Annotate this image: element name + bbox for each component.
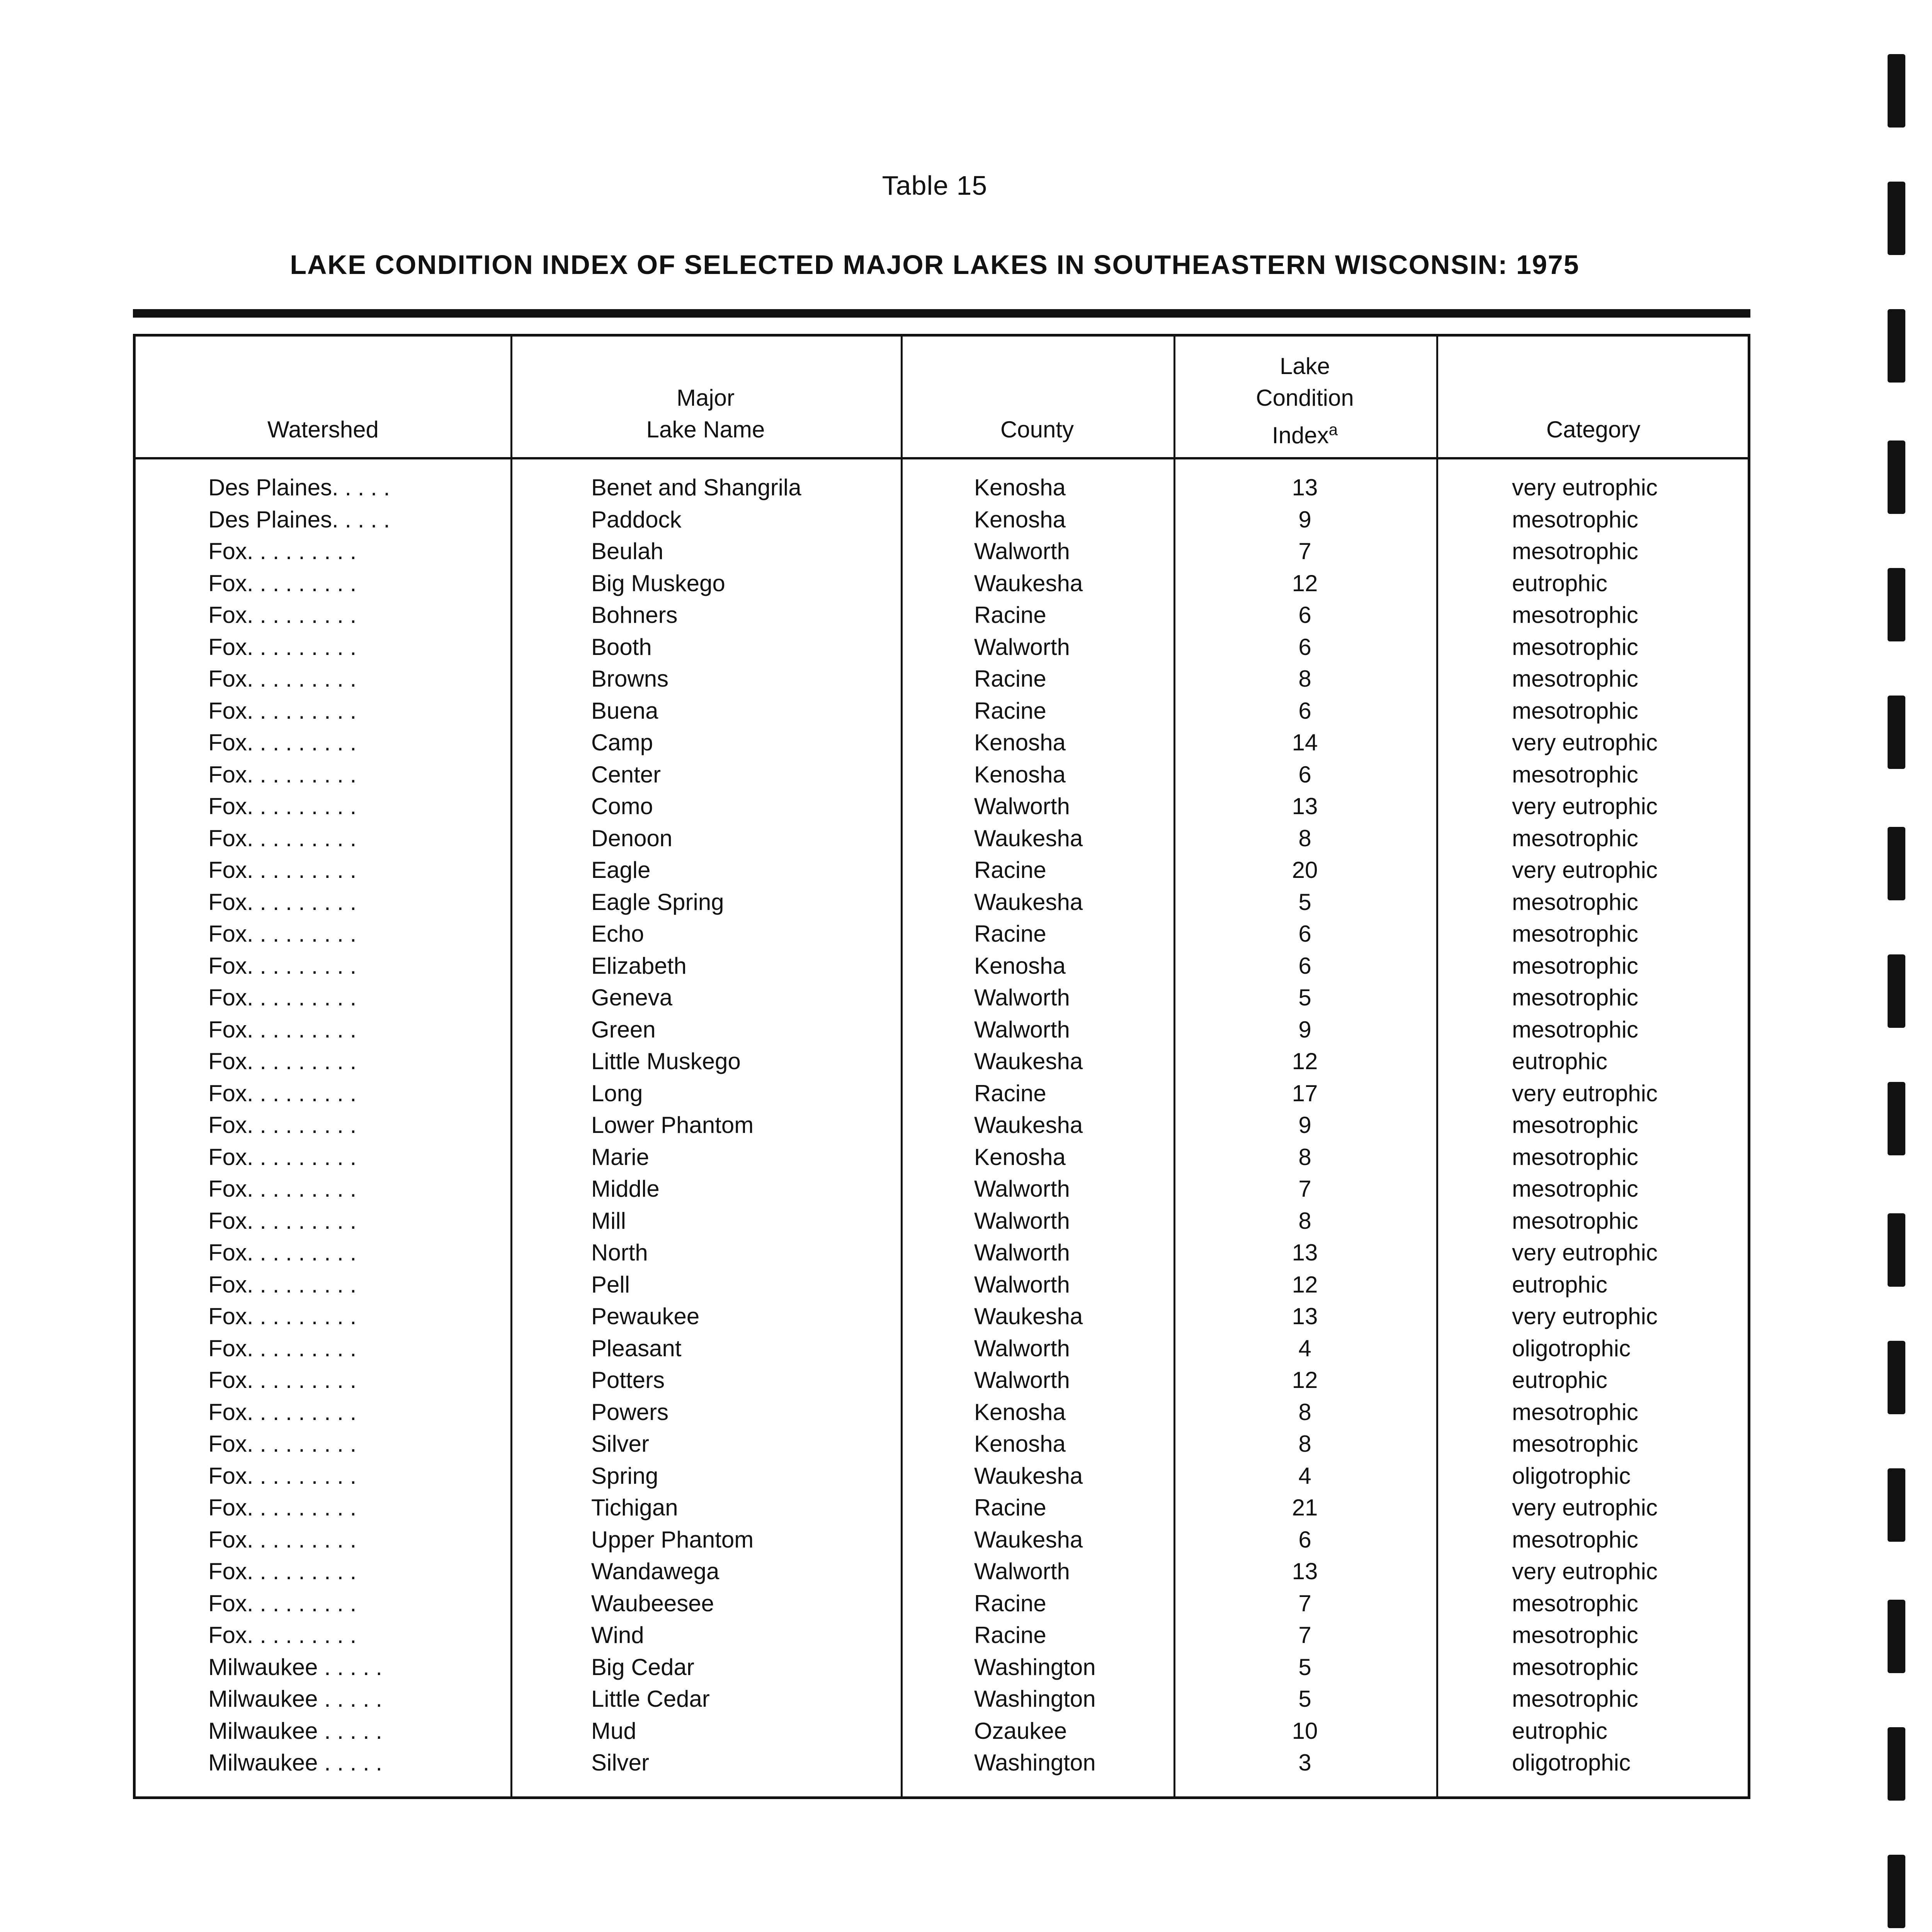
lake-name-cell: Silver xyxy=(591,1431,650,1457)
category-cell: very eutrophic xyxy=(1512,1303,1658,1329)
lake-name-cell: Como xyxy=(591,793,653,819)
category-cell: mesotrophic xyxy=(1512,506,1638,532)
lake-name-cell: Eagle xyxy=(591,857,651,883)
lake-name-cell: Pell xyxy=(591,1271,630,1298)
lake-name-cell: Geneva xyxy=(591,985,673,1010)
header-index-text: Index xyxy=(1272,422,1329,448)
table-row xyxy=(136,1014,1748,1046)
category-cell: mesotrophic xyxy=(1512,1431,1638,1457)
table-row xyxy=(136,1173,1748,1205)
watershed-cell: Fox. . . . . . . . . xyxy=(208,1367,357,1393)
condition-index-cell: 5 xyxy=(1298,1654,1311,1680)
county-cell: Waukesha xyxy=(974,1303,1083,1329)
county-cell: Kenosha xyxy=(974,474,1066,500)
category-cell: very eutrophic xyxy=(1512,1080,1658,1106)
condition-index-cell: 7 xyxy=(1298,1622,1311,1648)
watershed-cell: Fox. . . . . . . . . xyxy=(208,1335,357,1361)
watershed-cell: Fox. . . . . . . . . xyxy=(208,1431,357,1457)
table-row xyxy=(136,1046,1748,1077)
watershed-cell: Fox. . . . . . . . . xyxy=(208,1271,357,1298)
lake-name-cell: North xyxy=(591,1240,648,1265)
lake-name-cell: Wind xyxy=(591,1622,644,1648)
lake-name-cell: Benet and Shangrila xyxy=(591,474,801,500)
table-row xyxy=(136,1396,1748,1428)
county-cell: Racine xyxy=(974,602,1046,628)
county-cell: Walworth xyxy=(974,1240,1070,1265)
table-row xyxy=(136,1651,1748,1683)
category-cell: eutrophic xyxy=(1512,570,1607,596)
county-cell: Kenosha xyxy=(974,952,1066,979)
county-cell: Kenosha xyxy=(974,506,1066,532)
watershed-cell: Fox. . . . . . . . . xyxy=(208,1526,357,1553)
watershed-cell: Fox. . . . . . . . . xyxy=(208,602,357,628)
condition-index-cell: 6 xyxy=(1298,1526,1311,1553)
binding-mark xyxy=(1888,54,1905,128)
lake-name-cell: Center xyxy=(591,761,661,787)
watershed-cell: Fox. . . . . . . . . xyxy=(208,1399,357,1425)
category-cell: mesotrophic xyxy=(1512,1016,1638,1043)
condition-index-cell: 7 xyxy=(1298,1590,1311,1616)
header-lake-name xyxy=(510,382,901,446)
lake-condition-table xyxy=(133,334,1750,1799)
condition-index-cell: 13 xyxy=(1292,793,1318,819)
category-cell: mesotrophic xyxy=(1512,602,1638,628)
binding-mark xyxy=(1888,1213,1905,1287)
condition-index-cell: 9 xyxy=(1298,1016,1311,1043)
condition-index-cell: 12 xyxy=(1292,1367,1318,1393)
footnote-marker: a xyxy=(1328,420,1338,439)
category-cell: eutrophic xyxy=(1512,1271,1607,1298)
lake-name-cell: Bohners xyxy=(591,602,678,628)
binding-mark xyxy=(1888,1600,1905,1673)
county-cell: Kenosha xyxy=(974,1144,1066,1170)
category-cell: eutrophic xyxy=(1512,1367,1607,1393)
binding-mark xyxy=(1888,696,1905,769)
watershed-cell: Fox. . . . . . . . . xyxy=(208,1463,357,1489)
header-category: Category xyxy=(1546,417,1641,442)
condition-index-cell: 9 xyxy=(1298,506,1311,532)
category-cell: mesotrophic xyxy=(1512,697,1638,724)
county-cell: Waukesha xyxy=(974,1112,1083,1138)
category-cell: mesotrophic xyxy=(1512,1176,1638,1202)
table-row xyxy=(136,823,1748,854)
watershed-cell: Des Plaines. . . . . xyxy=(208,506,390,532)
header-index-line2: Condition xyxy=(1256,385,1354,411)
category-cell: mesotrophic xyxy=(1512,1208,1638,1234)
header-index-line1: Lake xyxy=(1279,353,1330,379)
watershed-cell: Fox. . . . . . . . . xyxy=(208,889,357,915)
binding-mark xyxy=(1888,309,1905,383)
county-cell: Washington xyxy=(974,1750,1096,1776)
table-row xyxy=(136,504,1748,536)
table-row xyxy=(136,950,1748,982)
condition-index-cell: 7 xyxy=(1298,538,1311,564)
category-cell: very eutrophic xyxy=(1512,1558,1658,1584)
category-cell: very eutrophic xyxy=(1512,1495,1658,1520)
table-row xyxy=(136,854,1748,886)
county-cell: Walworth xyxy=(974,1016,1070,1043)
category-cell: very eutrophic xyxy=(1512,474,1658,500)
condition-index-cell: 20 xyxy=(1292,857,1318,883)
county-cell: Ozaukee xyxy=(974,1718,1067,1744)
county-cell: Racine xyxy=(974,666,1046,692)
lake-name-cell: Middle xyxy=(591,1176,660,1202)
lake-name-cell: Big Muskego xyxy=(591,570,725,596)
condition-index-cell: 17 xyxy=(1292,1080,1318,1106)
watershed-cell: Fox. . . . . . . . . xyxy=(208,1622,357,1648)
county-cell: Kenosha xyxy=(974,1399,1066,1425)
condition-index-cell: 3 xyxy=(1298,1750,1311,1776)
category-cell: mesotrophic xyxy=(1512,538,1638,564)
condition-index-cell: 5 xyxy=(1298,889,1311,915)
table-row xyxy=(136,1269,1748,1301)
table-row xyxy=(136,1078,1748,1109)
condition-index-cell: 8 xyxy=(1298,666,1311,692)
category-cell: mesotrophic xyxy=(1512,1654,1638,1680)
category-cell: very eutrophic xyxy=(1512,1240,1658,1265)
county-cell: Waukesha xyxy=(974,825,1083,851)
watershed-cell: Fox. . . . . . . . . xyxy=(208,666,357,692)
binding-mark xyxy=(1888,182,1905,255)
lake-name-cell: Camp xyxy=(591,730,653,755)
county-cell: Kenosha xyxy=(974,761,1066,787)
lake-name-cell: Denoon xyxy=(591,825,673,851)
watershed-cell: Fox. . . . . . . . . xyxy=(208,761,357,787)
condition-index-cell: 12 xyxy=(1292,1048,1318,1074)
watershed-cell: Fox. . . . . . . . . xyxy=(208,985,357,1010)
table-row xyxy=(136,759,1748,791)
county-cell: Racine xyxy=(974,1622,1046,1648)
watershed-cell: Fox. . . . . . . . . xyxy=(208,634,357,660)
watershed-cell: Fox. . . . . . . . . xyxy=(208,1176,357,1202)
table-row xyxy=(136,663,1748,695)
lake-name-cell: Upper Phantom xyxy=(591,1526,754,1553)
lake-name-cell: Marie xyxy=(591,1144,650,1170)
county-cell: Walworth xyxy=(974,1335,1070,1361)
county-cell: Racine xyxy=(974,1080,1046,1106)
table-row xyxy=(136,791,1748,822)
lake-name-cell: Eagle Spring xyxy=(591,889,724,915)
watershed-cell: Milwaukee . . . . . xyxy=(208,1654,383,1680)
lake-name-cell: Little Muskego xyxy=(591,1048,741,1074)
county-cell: Walworth xyxy=(974,793,1070,819)
watershed-cell: Fox. . . . . . . . . xyxy=(208,697,357,724)
watershed-cell: Milwaukee . . . . . xyxy=(208,1750,383,1776)
category-cell: oligotrophic xyxy=(1512,1750,1631,1776)
table-row xyxy=(136,1460,1748,1492)
lake-name-cell: Tichigan xyxy=(591,1495,678,1520)
watershed-cell: Fox. . . . . . . . . xyxy=(208,857,357,883)
condition-index-cell: 5 xyxy=(1298,985,1311,1010)
category-cell: mesotrophic xyxy=(1512,1686,1638,1712)
table-number: Table 15 xyxy=(882,170,988,201)
table-row xyxy=(136,1683,1748,1715)
binding-mark xyxy=(1888,1341,1905,1414)
condition-index-cell: 13 xyxy=(1292,1303,1318,1329)
table-row xyxy=(136,1619,1748,1651)
condition-index-cell: 8 xyxy=(1298,1399,1311,1425)
lake-name-cell: Lower Phantom xyxy=(591,1112,754,1138)
category-cell: mesotrophic xyxy=(1512,889,1638,915)
category-cell: mesotrophic xyxy=(1512,952,1638,979)
binding-mark xyxy=(1888,827,1905,900)
table-row xyxy=(136,1588,1748,1619)
lake-name-cell: Pleasant xyxy=(591,1335,682,1361)
category-cell: oligotrophic xyxy=(1512,1335,1631,1361)
county-cell: Waukesha xyxy=(974,1463,1083,1489)
county-cell: Washington xyxy=(974,1654,1096,1680)
lake-name-cell: Beulah xyxy=(591,538,663,564)
header-lake-line1: Major xyxy=(676,385,735,411)
watershed-cell: Des Plaines. . . . . xyxy=(208,474,390,500)
table-row xyxy=(136,1747,1748,1779)
table-row xyxy=(136,1237,1748,1269)
condition-index-cell: 6 xyxy=(1298,697,1311,724)
watershed-cell: Fox. . . . . . . . . xyxy=(208,1048,357,1074)
category-cell: mesotrophic xyxy=(1512,634,1638,660)
table-row xyxy=(136,1333,1748,1364)
lake-name-cell: Mud xyxy=(591,1718,636,1744)
condition-index-cell: 7 xyxy=(1298,1176,1311,1202)
header-lake-line2: Lake Name xyxy=(646,417,765,442)
county-cell: Kenosha xyxy=(974,1431,1066,1457)
table-row xyxy=(136,1141,1748,1173)
county-cell: Waukesha xyxy=(974,1526,1083,1553)
county-cell: Kenosha xyxy=(974,730,1066,755)
condition-index-cell: 8 xyxy=(1298,1431,1311,1457)
table-row xyxy=(136,918,1748,950)
watershed-cell: Fox. . . . . . . . . xyxy=(208,1558,357,1584)
header-rule xyxy=(136,457,1748,459)
county-cell: Washington xyxy=(974,1686,1096,1712)
lake-name-cell: Little Cedar xyxy=(591,1686,710,1712)
table-row xyxy=(136,631,1748,663)
lake-name-cell: Silver xyxy=(591,1750,650,1776)
county-cell: Waukesha xyxy=(974,570,1083,596)
category-cell: oligotrophic xyxy=(1512,1463,1631,1489)
binding-mark xyxy=(1888,954,1905,1028)
watershed-cell: Fox. . . . . . . . . xyxy=(208,1240,357,1265)
table-row xyxy=(136,982,1748,1014)
county-cell: Walworth xyxy=(974,1208,1070,1234)
header-county: County xyxy=(1000,417,1074,442)
table-row xyxy=(136,536,1748,567)
category-cell: mesotrophic xyxy=(1512,1144,1638,1170)
category-cell: eutrophic xyxy=(1512,1718,1607,1744)
lake-name-cell: Paddock xyxy=(591,506,682,532)
category-cell: mesotrophic xyxy=(1512,825,1638,851)
binding-mark xyxy=(1888,1727,1905,1801)
lake-name-cell: Elizabeth xyxy=(591,952,687,979)
table-row xyxy=(136,1715,1748,1747)
lake-name-cell: Powers xyxy=(591,1399,669,1425)
binding-mark xyxy=(1888,1468,1905,1542)
binding-mark xyxy=(1888,1855,1905,1928)
category-cell: mesotrophic xyxy=(1512,921,1638,947)
category-cell: very eutrophic xyxy=(1512,793,1658,819)
watershed-cell: Milwaukee . . . . . xyxy=(208,1686,383,1712)
condition-index-cell: 10 xyxy=(1292,1718,1318,1744)
condition-index-cell: 8 xyxy=(1298,1144,1311,1170)
table-row xyxy=(136,568,1748,599)
watershed-cell: Fox. . . . . . . . . xyxy=(208,793,357,819)
table-row xyxy=(136,1524,1748,1556)
table-row xyxy=(136,886,1748,918)
condition-index-cell: 13 xyxy=(1292,1240,1318,1265)
header-watershed: Watershed xyxy=(267,417,379,442)
table-row xyxy=(136,1492,1748,1524)
table-row xyxy=(136,1428,1748,1460)
condition-index-cell: 13 xyxy=(1292,474,1318,500)
county-cell: Waukesha xyxy=(974,1048,1083,1074)
condition-index-cell: 4 xyxy=(1298,1335,1311,1361)
header-condition-index xyxy=(1173,350,1436,451)
condition-index-cell: 5 xyxy=(1298,1686,1311,1712)
table-row xyxy=(136,1556,1748,1587)
county-cell: Racine xyxy=(974,697,1046,724)
table-row xyxy=(136,472,1748,503)
watershed-cell: Fox. . . . . . . . . xyxy=(208,538,357,564)
condition-index-cell: 6 xyxy=(1298,634,1311,660)
watershed-cell: Fox. . . . . . . . . xyxy=(208,1590,357,1616)
county-cell: Walworth xyxy=(974,985,1070,1010)
condition-index-cell: 4 xyxy=(1298,1463,1311,1489)
binding-marks xyxy=(1888,54,1907,1932)
category-cell: very eutrophic xyxy=(1512,730,1658,755)
watershed-cell: Fox. . . . . . . . . xyxy=(208,921,357,947)
watershed-cell: Fox. . . . . . . . . xyxy=(208,1080,357,1106)
watershed-cell: Fox. . . . . . . . . xyxy=(208,570,357,596)
county-cell: Racine xyxy=(974,857,1046,883)
condition-index-cell: 6 xyxy=(1298,602,1311,628)
lake-name-cell: Big Cedar xyxy=(591,1654,694,1680)
county-cell: Walworth xyxy=(974,634,1070,660)
lake-name-cell: Spring xyxy=(591,1463,658,1489)
condition-index-cell: 12 xyxy=(1292,570,1318,596)
lake-name-cell: Long xyxy=(591,1080,643,1106)
watershed-cell: Fox. . . . . . . . . xyxy=(208,730,357,755)
watershed-cell: Milwaukee . . . . . xyxy=(208,1718,383,1744)
category-cell: eutrophic xyxy=(1512,1048,1607,1074)
table-title: LAKE CONDITION INDEX OF SELECTED MAJOR LAKES IN SOUTHEASTERN WISCONSIN: 1975 xyxy=(290,250,1580,280)
county-cell: Walworth xyxy=(974,1367,1070,1393)
table-row xyxy=(136,1205,1748,1237)
lake-name-cell: Potters xyxy=(591,1367,665,1393)
table-row xyxy=(136,695,1748,727)
binding-mark xyxy=(1888,568,1905,641)
table-row xyxy=(136,1301,1748,1332)
table-row xyxy=(136,1109,1748,1141)
category-cell: very eutrophic xyxy=(1512,857,1658,883)
county-cell: Racine xyxy=(974,921,1046,947)
title-rule xyxy=(133,309,1750,318)
lake-name-cell: Booth xyxy=(591,634,652,660)
watershed-cell: Fox. . . . . . . . . xyxy=(208,1112,357,1138)
table-row xyxy=(136,727,1748,759)
lake-name-cell: Waubeesee xyxy=(591,1590,714,1616)
category-cell: mesotrophic xyxy=(1512,1399,1638,1425)
county-cell: Walworth xyxy=(974,1558,1070,1584)
header-index-line3 xyxy=(1173,414,1436,451)
watershed-cell: Fox. . . . . . . . . xyxy=(208,1495,357,1520)
county-cell: Racine xyxy=(974,1590,1046,1616)
county-cell: Waukesha xyxy=(974,889,1083,915)
condition-index-cell: 6 xyxy=(1298,921,1311,947)
watershed-cell: Fox. . . . . . . . . xyxy=(208,825,357,851)
category-cell: mesotrophic xyxy=(1512,1112,1638,1138)
lake-name-cell: Browns xyxy=(591,666,669,692)
condition-index-cell: 14 xyxy=(1292,730,1318,755)
category-cell: mesotrophic xyxy=(1512,1622,1638,1648)
category-cell: mesotrophic xyxy=(1512,985,1638,1010)
condition-index-cell: 21 xyxy=(1292,1495,1318,1520)
county-cell: Walworth xyxy=(974,538,1070,564)
county-cell: Racine xyxy=(974,1495,1046,1520)
category-cell: mesotrophic xyxy=(1512,761,1638,787)
category-cell: mesotrophic xyxy=(1512,1526,1638,1553)
category-cell: mesotrophic xyxy=(1512,1590,1638,1616)
watershed-cell: Fox. . . . . . . . . xyxy=(208,1016,357,1043)
condition-index-cell: 6 xyxy=(1298,761,1311,787)
binding-mark xyxy=(1888,1082,1905,1155)
county-cell: Walworth xyxy=(974,1176,1070,1202)
lake-name-cell: Green xyxy=(591,1016,656,1043)
watershed-cell: Fox. . . . . . . . . xyxy=(208,1208,357,1234)
watershed-cell: Fox. . . . . . . . . xyxy=(208,1144,357,1170)
lake-name-cell: Wandawega xyxy=(591,1558,719,1584)
lake-name-cell: Pewaukee xyxy=(591,1303,700,1329)
lake-name-cell: Echo xyxy=(591,921,644,947)
category-cell: mesotrophic xyxy=(1512,666,1638,692)
lake-name-cell: Buena xyxy=(591,697,658,724)
county-cell: Walworth xyxy=(974,1271,1070,1298)
binding-mark xyxy=(1888,440,1905,514)
table-row xyxy=(136,1364,1748,1396)
condition-index-cell: 9 xyxy=(1298,1112,1311,1138)
watershed-cell: Fox. . . . . . . . . xyxy=(208,1303,357,1329)
condition-index-cell: 8 xyxy=(1298,825,1311,851)
lake-name-cell: Mill xyxy=(591,1208,626,1234)
table-row xyxy=(136,599,1748,631)
condition-index-cell: 8 xyxy=(1298,1208,1311,1234)
watershed-cell: Fox. . . . . . . . . xyxy=(208,952,357,979)
condition-index-cell: 12 xyxy=(1292,1271,1318,1298)
condition-index-cell: 6 xyxy=(1298,952,1311,979)
condition-index-cell: 13 xyxy=(1292,1558,1318,1584)
